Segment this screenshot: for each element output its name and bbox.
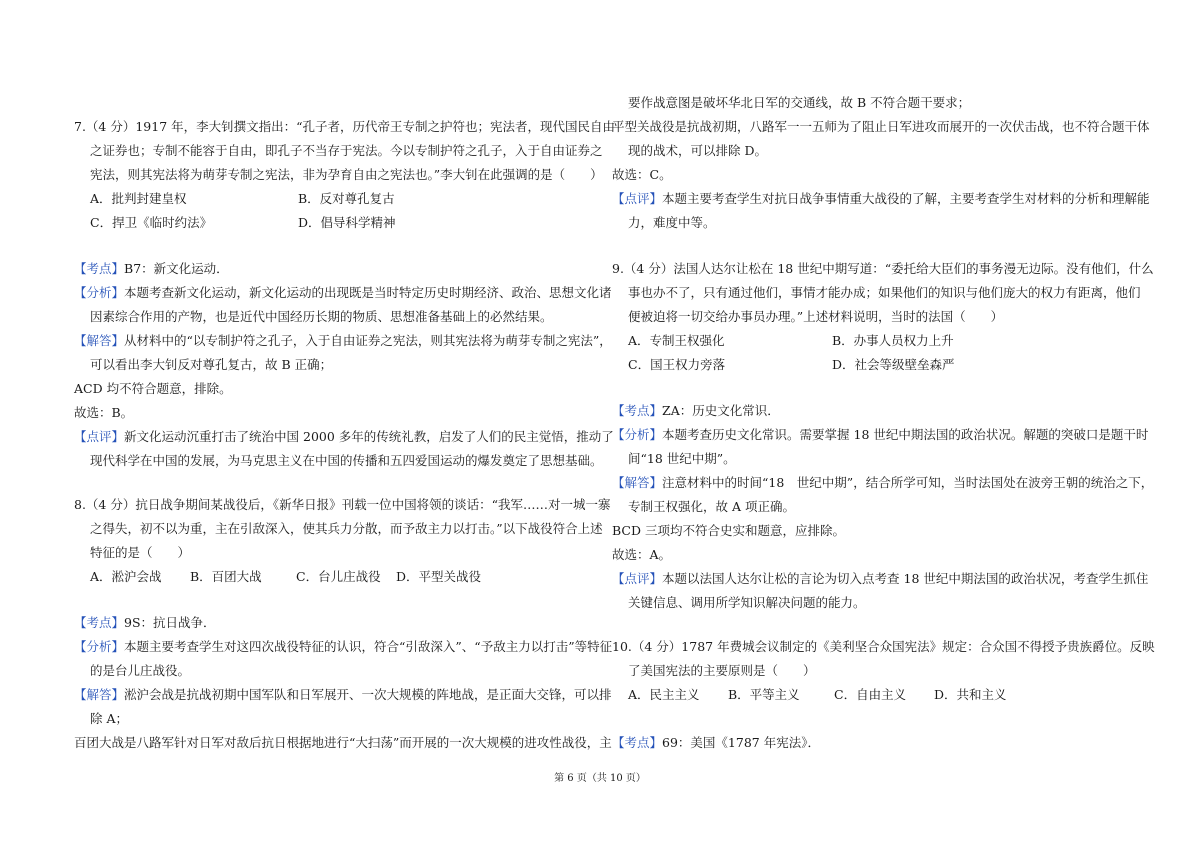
- dianping-line: [612, 191, 1150, 207]
- option-a: A．专制王权强化: [628, 333, 725, 348]
- jieda-tag: 【解答】: [74, 333, 125, 348]
- answer-choice: 故选：A。: [612, 547, 672, 562]
- option-c: C．台儿庄战役: [296, 569, 381, 584]
- question-stem-line: 9.（4 分）法国人达尔让松在 18 世纪中期写道：“委托给大臣们的事务漫无边际。没有他们，什么: [612, 261, 1154, 276]
- option-c: C．捍卫《临时约法》: [90, 215, 213, 230]
- option-b: B．平等主义: [728, 687, 800, 702]
- kaodian-tag: 【考点】: [74, 261, 125, 276]
- option-c: C．自由主义: [834, 687, 907, 702]
- jieda-text: 专制王权强化，故 A 项正确。: [628, 499, 795, 514]
- option-d: D．平型关战役: [396, 569, 482, 584]
- option-a: A．淞沪会战: [90, 569, 162, 584]
- kaodian-line: [612, 735, 820, 751]
- question-stem-line: 了美国宪法的主要原则是（ ）: [628, 663, 816, 678]
- dianping-text: 关键信息、调用所学知识解决问题的能力。: [628, 595, 866, 610]
- kaodian-text: ZA：历史文化常识．: [662, 403, 780, 418]
- fenxi-line: [74, 639, 612, 655]
- dianping-line: [74, 429, 614, 445]
- option-d: D．倡导科学精神: [298, 215, 396, 230]
- right-column: [612, 0, 1155, 848]
- answer-choice: 故选：B。: [74, 405, 134, 420]
- jieda-text: 现的战术，可以排除 D。: [628, 143, 767, 158]
- fenxi-tag: 【分析】: [74, 639, 125, 654]
- kaodian-tag: 【考点】: [74, 615, 125, 630]
- question-stem-line: 宪法，则其宪法将为萌芽专制之宪法，非为孕育自由之宪法也。”李大钊在此强调的是（ ）: [90, 167, 603, 182]
- option-b: B．办事人员权力上升: [832, 333, 954, 348]
- question-stem-line: 特征的是（ ）: [90, 545, 191, 560]
- kaodian-line: [612, 403, 780, 419]
- kaodian-text: 9S：抗日战争．: [124, 615, 216, 630]
- page-number-footer: 第 6 页（共 10 页）: [554, 773, 646, 784]
- dianping-line: [612, 571, 1148, 587]
- fenxi-text: 间“18 世纪中期”。: [628, 451, 736, 466]
- question-stem-line: 之得失，初不以为重，主在引敌深入，使其兵力分散，而予敌主力以打击。”以下战役符合上述: [90, 521, 603, 536]
- fenxi-tag: 【分析】: [612, 427, 663, 442]
- dianping-text: 本题以法国人达尔让松的言论为切入点考查 18 世纪中期法国的政治状况，考查学生抓住: [662, 571, 1149, 586]
- jieda-text: 平型关战役是抗战初期，八路军一一五师为了阻止日军进攻而展开的一次伏击战，也不符合题干体: [612, 119, 1150, 134]
- option-d: D．社会等级壁垒森严: [832, 357, 955, 372]
- dianping-text: 现代科学在中国的发展，为马克思主义在中国的传播和五四爱国运动的爆发奠定了思想基础。: [90, 453, 603, 468]
- kaodian-line: [74, 615, 216, 631]
- fenxi-text: 的是台儿庄战役。: [90, 663, 191, 678]
- jieda-line: [74, 333, 612, 349]
- jieda-line: [74, 687, 612, 703]
- fenxi-text: 因素综合作用的产物，也是近代中国经历长期的物质、思想准备基础上的必然结果。: [90, 309, 553, 324]
- jieda-tag: 【解答】: [612, 475, 663, 490]
- kaodian-text: B7：新文化运动．: [124, 261, 229, 276]
- question-stem-line: 之证券也；专制不能容于自由，即孔子不当存于宪法。今以专制护符之孔子，入于自由证券之: [90, 143, 603, 158]
- jieda-tag: 【解答】: [74, 687, 125, 702]
- dianping-tag: 【点评】: [612, 571, 663, 586]
- fenxi-text: 本题考查历史文化常识。需要掌握 18 世纪中期法国的政治状况。解题的突破口是题干时: [662, 427, 1149, 442]
- dianping-text: 本题主要考查学生对抗日战争事情重大战役的了解，主要考查学生对材料的分析和理解能: [662, 191, 1150, 206]
- answer-note: ACD 均不符合题意，排除。: [74, 381, 232, 396]
- dianping-text: 力，难度中等。: [628, 215, 716, 230]
- fenxi-line: [74, 285, 612, 301]
- kaodian-tag: 【考点】: [612, 403, 663, 418]
- dianping-tag: 【点评】: [612, 191, 663, 206]
- question-stem-line: 便被迫将一切交给办事员办理。”上述材料说明，当时的法国（ ）: [628, 309, 1004, 324]
- option-c: C．国王权力旁落: [628, 357, 726, 372]
- question-stem-line: 10.（4 分）1787 年费城会议制定的《美利坚合众国宪法》规定：合众国不得授予贵族爵位。反映: [612, 639, 1155, 654]
- option-b: B．反对尊孔复古: [298, 191, 395, 206]
- dianping-tag: 【点评】: [74, 429, 125, 444]
- jieda-text: 从材料中的“以专制护符之孔子，入于自由证券之宪法，则其宪法将为萌芽专制之宪法”，: [124, 333, 612, 348]
- jieda-text: 注意材料中的时间“18 世纪中期”，结合所学可知，当时法国处在波旁王朝的统治之下，: [662, 475, 1154, 490]
- kaodian-tag: 【考点】: [612, 735, 663, 750]
- kaodian-text: 69：美国《1787 年宪法》．: [662, 735, 820, 750]
- jieda-text: 要作战意图是破坏华北日军的交通线，故 B 不符合题干要求；: [628, 95, 971, 110]
- answer-note: BCD 三项均不符合史实和题意，应排除。: [612, 523, 845, 538]
- fenxi-text: 本题考查新文化运动，新文化运动的出现既是当时特定历史时期经济、政治、思想文化诸: [124, 285, 612, 300]
- fenxi-line: [612, 427, 1148, 443]
- jieda-text: 淞沪会战是抗战初期中国军队和日军展开、一次大规模的阵地战，是正面大交锋，可以排: [124, 687, 612, 702]
- question-stem-line: 8.（4 分）抗日战争期间某战役后，《新华日报》刊载一位中国将领的谈话：“我军……对一城一寨: [74, 497, 611, 512]
- option-a: A．批判封建皇权: [90, 191, 187, 206]
- jieda-text: 可以看出李大钊反对尊孔复古，故 B 正确；: [90, 357, 333, 372]
- jieda-text: 百团大战是八路军针对日军对敌后抗日根据地进行“大扫荡”而开展的一次大规模的进攻性战役，主: [74, 735, 612, 750]
- question-stem-line: 事也办不了，只有通过他们，事情才能办成；如果他们的知识与他们庞大的权力有距离，他们: [628, 285, 1141, 300]
- fenxi-text: 本题主要考查学生对这四次战役特征的认识，符合“引敌深入”、“予敌主力以打击”等特征: [124, 639, 613, 654]
- kaodian-line: [74, 261, 229, 277]
- jieda-text: 除 A；: [90, 711, 129, 726]
- question-stem-line: 7.（4 分）1917 年，李大钊撰文指出：“孔子者，历代帝王专制之护符也；宪法者，现代国民自由: [74, 119, 616, 134]
- option-a: A．民主主义: [628, 687, 700, 702]
- option-d: D．共和主义: [934, 687, 1007, 702]
- fenxi-tag: 【分析】: [74, 285, 125, 300]
- jieda-line: [612, 475, 1153, 491]
- dianping-text: 新文化运动沉重打击了统治中国 2000 多年的传统礼教，启发了人们的民主觉悟，推动了: [124, 429, 614, 444]
- answer-choice: 故选：C。: [612, 167, 672, 182]
- option-b: B．百团大战: [190, 569, 262, 584]
